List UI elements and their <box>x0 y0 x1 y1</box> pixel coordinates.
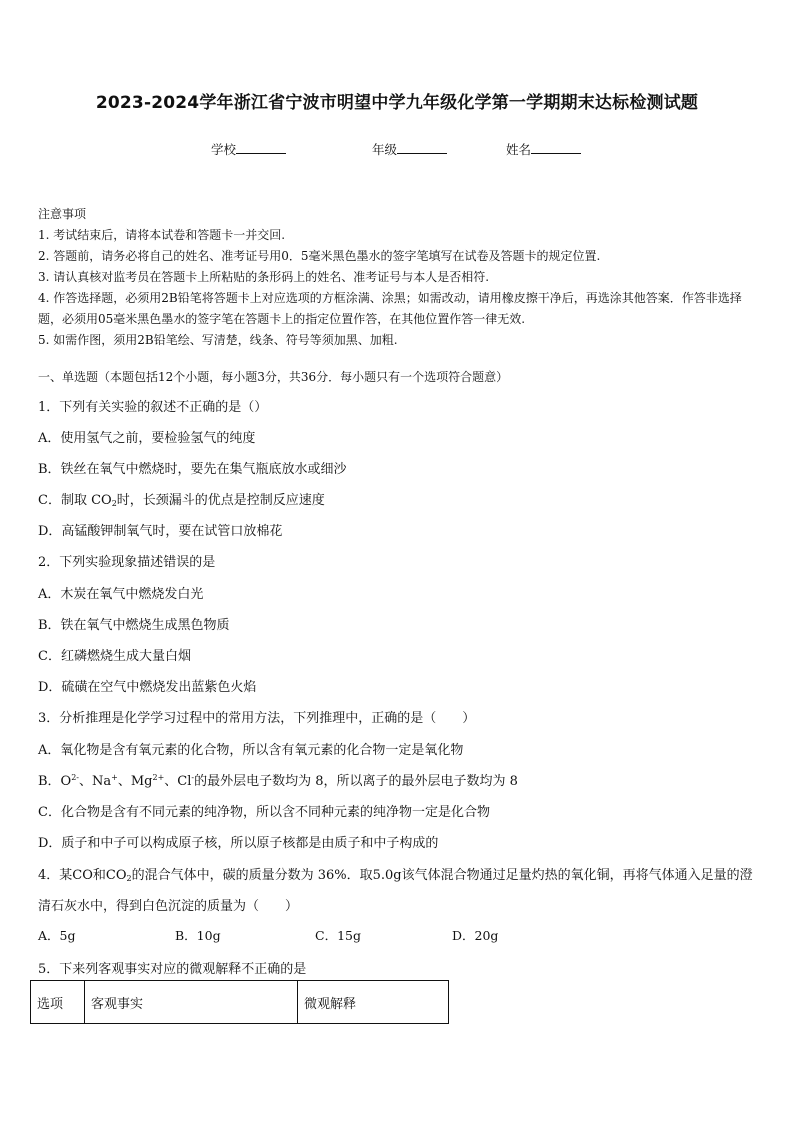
ion-text: 、Mg <box>117 774 153 789</box>
question-3-option-b <box>38 770 518 789</box>
school-label: 学校 <box>211 142 237 157</box>
table-header-cell: 微观解释 <box>298 981 449 1024</box>
question-3-option-d: D．质子和中子可以构成原子核，所以原子核都是由质子和中子构成的 <box>38 836 439 851</box>
question-1-stem: 1．下列有关实验的叙述不正确的是（） <box>38 400 268 415</box>
question-4-option-b: B．10g <box>175 928 221 943</box>
grade-label: 年级 <box>372 142 398 157</box>
question-4-stem <box>38 860 758 922</box>
question-5-stem: 5．下来列客观事实对应的微观解释不正确的是 <box>38 962 307 977</box>
question-1-option-a: A．使用氢气之前，要检验氢气的纯度 <box>38 431 256 446</box>
page-title: 2023-2024学年浙江省宁波市明望中学九年级化学第一学期期末达标检测试题 <box>95 93 699 113</box>
question-2-option-c: C．红磷燃烧生成大量白烟 <box>38 649 191 664</box>
note-item: 1. 考试结束后，请将本试卷和答题卡一并交回. <box>38 228 286 242</box>
question-1-option-b: B．铁丝在氧气中燃烧时，要先在集气瓶底放水或细沙 <box>38 462 347 477</box>
charge: 2- <box>71 773 80 782</box>
notes-section <box>38 204 758 351</box>
note-item: 3. 请认真核对监考员在答题卡上所粘贴的条形码上的姓名、准考证号与本人是否相符. <box>38 270 490 284</box>
subscript: 2 <box>111 499 117 508</box>
school-blank[interactable] <box>236 141 286 154</box>
question-4-option-d: D．20g <box>452 928 499 943</box>
option-b-rest: 的最外层电子数均为 8，所以离子的最外层电子数均为 8 <box>194 774 518 789</box>
q4-text: 的混合气体中，碳的质量分数为 36%．取5.0g该气体混合物通过足量灼热的氧化铜，再将气体通入足量的澄清石灰水中，得到白色沉淀的质量为（ ） <box>38 868 753 914</box>
name-blank[interactable] <box>531 141 581 154</box>
school-field[interactable] <box>211 140 286 158</box>
question-2-option-b: B．铁在氧气中燃烧生成黑色物质 <box>38 618 230 633</box>
ion-text: 、Cl <box>164 774 192 789</box>
question-2-option-a: A．木炭在氧气中燃烧发白光 <box>38 587 204 602</box>
note-item: 2. 答题前，请务必将自己的姓名、准考证号用0．5毫米黑色墨水的签字笔填写在试卷及答题卡的规定位置. <box>38 249 601 263</box>
charge: - <box>191 773 195 782</box>
question-2-stem: 2．下列实验现象描述错误的是 <box>38 555 216 570</box>
ion-text: 、Na <box>79 774 112 789</box>
question-5-table <box>30 980 449 1024</box>
student-info-fields <box>0 140 794 160</box>
grade-blank[interactable] <box>397 141 447 154</box>
question-4-options <box>38 926 758 946</box>
question-4-option-a: A．5g <box>38 928 76 943</box>
table-header-row <box>31 981 449 1024</box>
ion-text: B．O <box>38 774 72 789</box>
note-item: 4. 作答选择题，必须用2B铅笔将答题卡上对应选项的方框涂满、涂黑；如需改动，请用橡皮擦干净后，再选涂其他答案．作答非选择题，必须用05毫米黑色墨水的签字笔在答题卡上的指定位置作答，在其他位置作答一律无效. <box>38 291 742 326</box>
question-3-stem: 3．分析推理是化学学习过程中的常用方法，下列推理中，正确的是（ ） <box>38 711 476 726</box>
question-3-option-a: A．氧化物是含有氧元素的化合物，所以含有氧元素的化合物一定是氧化物 <box>38 743 464 758</box>
option-c-text: 时，长颈漏斗的优点是控制反应速度 <box>116 493 325 508</box>
question-2-option-d: D．硫磺在空气中燃烧发出蓝紫色火焰 <box>38 680 257 695</box>
name-field[interactable] <box>506 140 581 158</box>
subscript: 2 <box>126 874 132 883</box>
option-c-text: C．制取 CO <box>38 493 112 508</box>
name-label: 姓名 <box>506 142 532 157</box>
notes-heading: 注意事项 <box>38 207 87 221</box>
question-3-option-c: C．化合物是含有不同元素的纯净物，所以含不同种元素的纯净物一定是化合物 <box>38 805 490 820</box>
note-item: 5. 如需作图，须用2B铅笔绘、写清楚，线条、符号等须加黑、加粗. <box>38 333 398 347</box>
question-4-option-c: C．15g <box>315 928 361 943</box>
section-heading: 一、单选题（本题包括12个小题，每小题3分，共36分．每小题只有一个选项符合题意） <box>38 370 509 384</box>
grade-field[interactable] <box>372 140 447 158</box>
table-header-cell: 客观事实 <box>85 981 298 1024</box>
q4-text: 4．某CO和CO <box>38 868 127 883</box>
question-1-option-d: D．高锰酸钾制氧气时，要在试管口放棉花 <box>38 524 283 539</box>
charge: + <box>111 773 118 782</box>
charge: 2+ <box>152 773 165 782</box>
question-1-option-c <box>38 489 325 508</box>
table-header-cell: 选项 <box>31 981 85 1024</box>
